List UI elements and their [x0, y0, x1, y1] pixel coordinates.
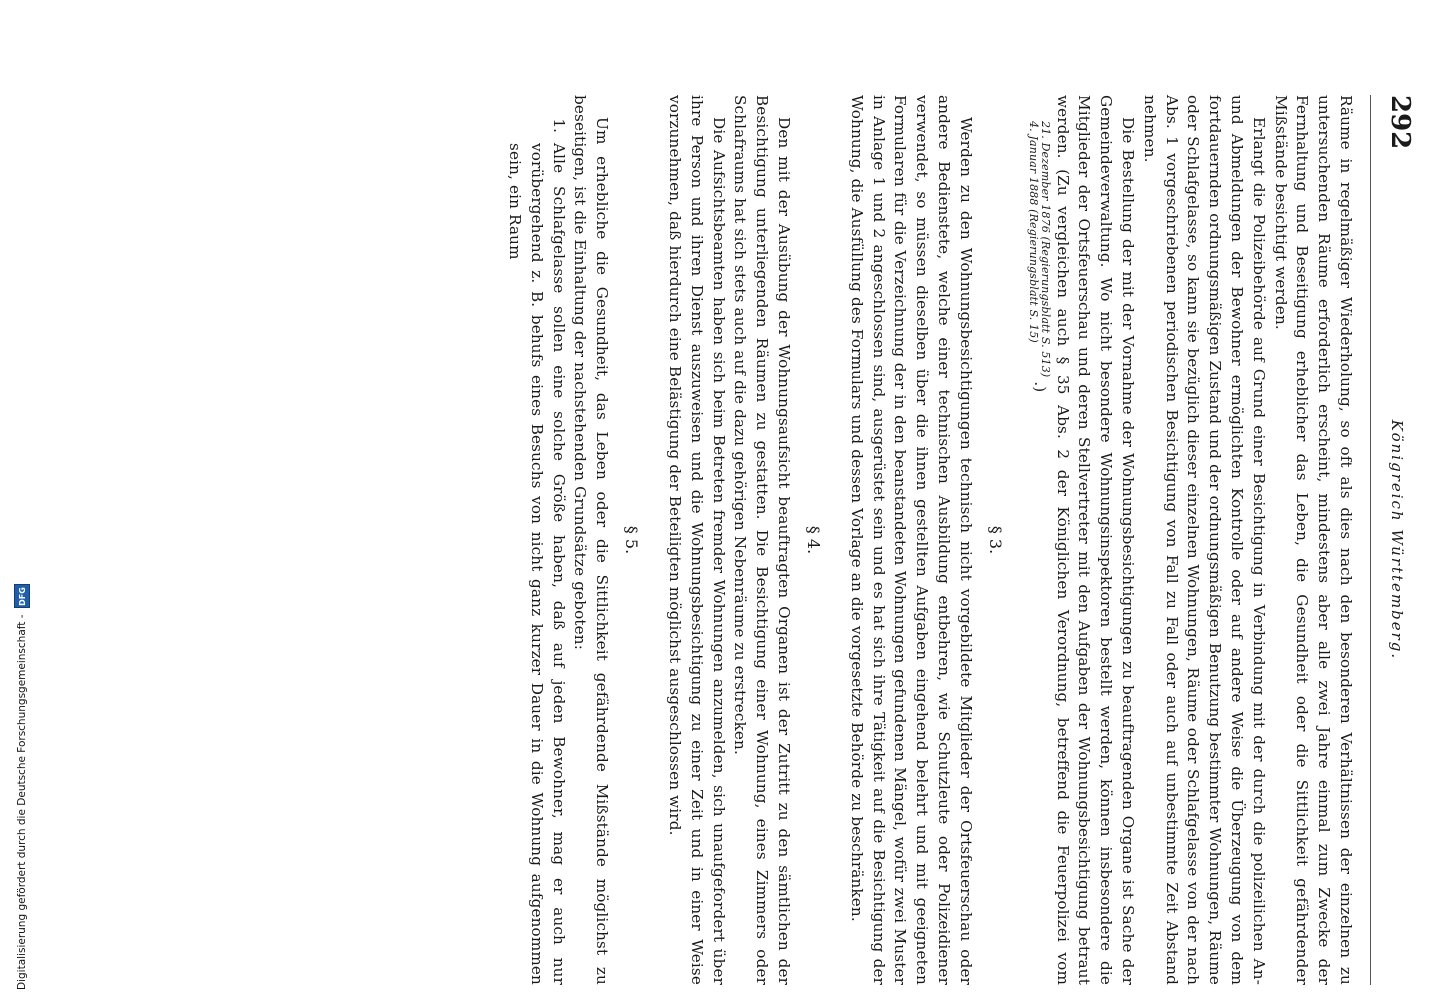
- document-page: [155, 95, 1415, 985]
- paragraph: [1027, 95, 1138, 985]
- section-heading: § 4.: [804, 525, 824, 555]
- regulation-references: [1027, 99, 1051, 377]
- list-item-text: Alle Schlafgelasse sollen eine solche Größe haben, daß auf jeden Bewohner, mag er auch nur vorübergehend z. B. behufs eines Besuchs von nicht ganz kurzer Dauer in die Wohnung aufgenommen sein, ein Raum: [506, 143, 568, 985]
- section-heading: § 3.: [985, 525, 1005, 555]
- page-header: [1370, 95, 1415, 985]
- page-number: 292: [1385, 95, 1415, 150]
- reference-line: 4. Januar 1888 (Regierungsblatt S. 15): [1026, 121, 1040, 343]
- list-item: [503, 95, 568, 985]
- dfg-logo-icon: DFG: [14, 584, 30, 608]
- paragraph-tail: .): [1030, 381, 1049, 393]
- paragraph: Werden zu den Wohnungsbesichtigungen technisch nicht vorgebildete Mitglieder der Ortsfeuerschau oder andere Bedienstete, welche einer technischen Ausbildung entbehren, wie Schutzleute oder Polizeidiener verwendet, so müssen dieselben über die ihnen gestellten Aufgaben eingehend belehrt und mit geeigneten Formularen für die Verzeichnung der in den beanstandeten Wohnungen gefundenen Mängel, wofür zwei Muster in Anlage 1 und 2 angeschlossen sind, ausgerüstet sein und es hat sich ihre Tätigkeit auf die Besichtigung der Wohnung, die Ausfüllung des Formulars und dessen Vorlage an die vorgesetzte Behörde zu beschränken.: [847, 95, 975, 985]
- credit-text: Digitalisierung gefördert durch die Deutsche Forschungsgemeinschaft -: [16, 614, 28, 990]
- running-title: Königreich Württemberg.: [1388, 419, 1406, 661]
- section-heading: § 5.: [622, 525, 642, 555]
- paragraph: Um erhebliche die Gesundheit, das Leben oder die Sittlichkeit gefährdende Mißstände möglichst zu beseitigen, ist die Einhaltung der nachstehenden Grundsätze geboten:: [571, 95, 612, 985]
- paragraph: Die Aufsichtsbeamten haben sich beim Betreten fremder Wohnungen anzumelden, sich unaufgefordert über ihre Person und ihren Dienst auszuweisen und die Wohnungsbesichtigung zu einer Zeit und in einer Weise vorzunehmen, daß hierdurch eine Belästigung der Beteiligten möglichst ausgeschlossen wird.: [666, 95, 728, 985]
- page-body: [503, 95, 1370, 985]
- paragraph: Den mit der Ausübung der Wohnungsaufsicht beauftragten Organen ist der Zutritt zu den sämtlichen der Besichtigung unterliegenden Räumen zu gestatten. Die Besichtigung einer Wohnung, eines Zimmers oder Schlafraums hat sich stets auch auf die dazu gehörigen Nebenräume zu erstrecken.: [731, 95, 794, 985]
- digitization-credit: [14, 578, 30, 990]
- paragraph: Räume in regelmäßiger Wiederholung, so oft als dies nach den besonderen Verhältnissen der einzelnen zu untersuchenden Räume erforderlich erscheint, mindestens aber alle zwei Jahre einmal zum Zwecke der Fernhaltung und Beseitigung erheblicher das Leben, die Gesundheit oder die Sittlichkeit gefährdender Mißstände besichtigt werden.: [1271, 95, 1355, 985]
- reference-line: 21. Dezember 1876 (Regierungsblatt S. 513): [1038, 121, 1052, 378]
- paragraph-text: Die Bestellung der mit der Vornahme der Wohnungsbesichtigungen zu beauftragenden Organe ist Sache der Gemeindeverwaltung. Wo nicht besondere Wohnungsinspektoren bestellt werden, können insbesondere die Mitglieder der Ortsfeuerschau und deren Stellvertreter mit den Aufgaben der Wohnungsbesichtigung betraut werden. (Zu vergleichen auch § 35 Abs. 2 der Königlichen Verordnung, betreffend die Feuerpolizei vom: [1053, 95, 1138, 985]
- list-item-number: 1.: [549, 118, 568, 133]
- paragraph: Erlangt die Polizeibehörde auf Grund einer Besichtigung in Verbindung mit der durch die polizeilichen An- und Abmeldungen der Bewohner ermöglichten Kontrolle oder auf andere Weise die Überzeugung von dem fortdauernden ordnungsmäßigen Zustand und der ordnungsmäßigen Benutzung bestimmter Wohnungen, Räume oder Schlafgelasse, so kann sie bezüglich dieser einzelnen Wohnungen, Räume oder Schlafgelasse von der nach Abs. 1 vorgeschriebenen periodischen Besichtigung von Fall zu Fall oder auch auf unbestimmte Zeit Abstand nehmen.: [1140, 95, 1268, 985]
